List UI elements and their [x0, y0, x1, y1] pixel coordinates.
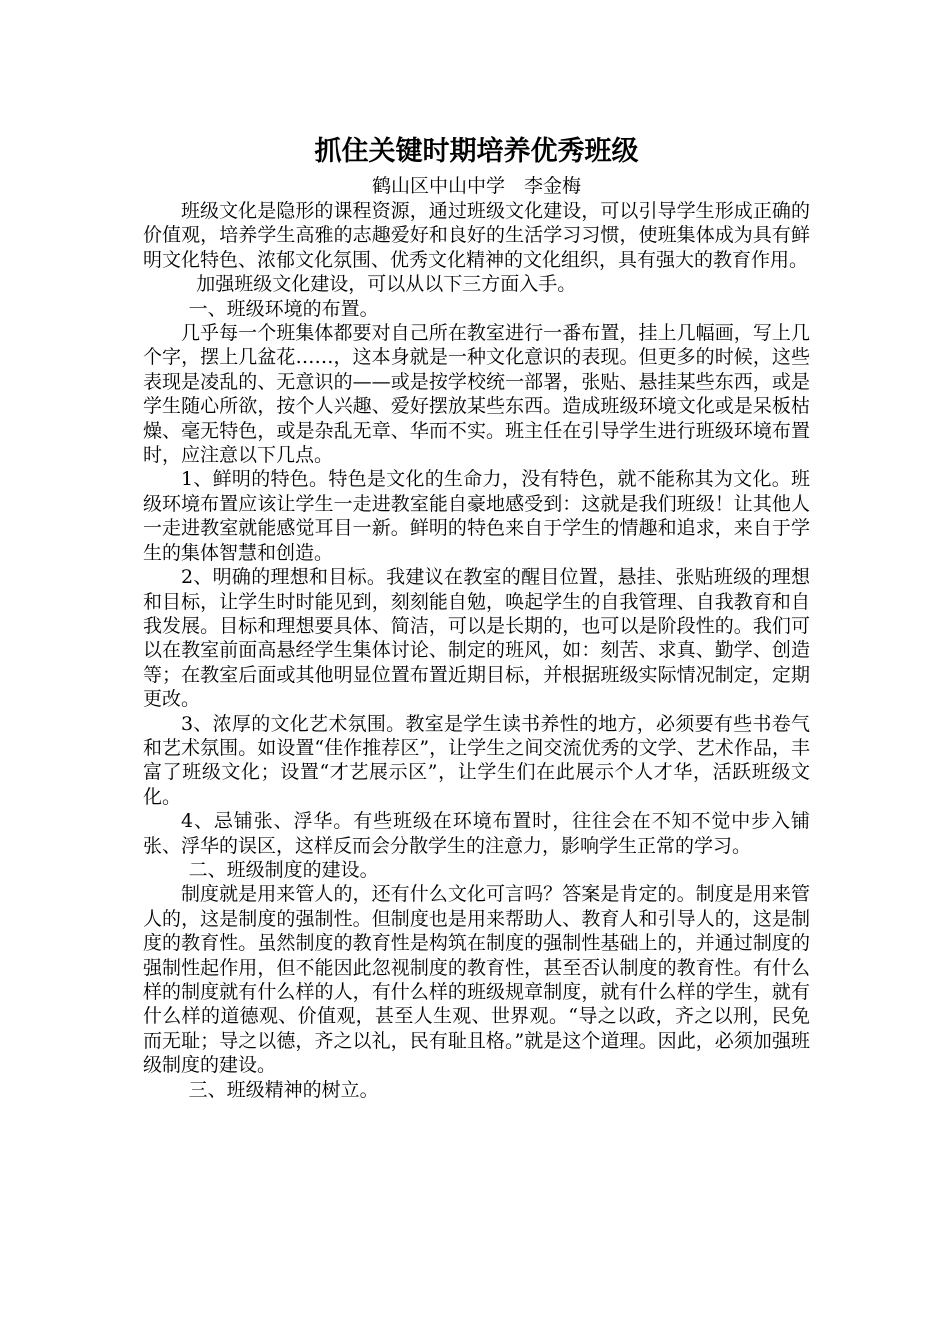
paragraph-system: 制度就是用来管人的，还有什么文化可言吗？答案是肯定的。制度是用来管人的，这是制度的强制性。但制度也是用来帮助人、教育人和引导人的，这是制度的教育性。虽然制度的教育性是构筑在制度的强制性基础上的，并通过制度的强制性起作用，但不能因此忽视制度的教育性，甚至否认制度的教育性。有什么样的制度就有什么样的人，有什么样的班级规章制度，就有什么样的学生，就有什么样的道德观、价值观，甚至人生观、世界观。“导之以政，齐之以刑，民免而无耻；导之以德，齐之以礼，民有耻且格。”就是这个道理。因此，必须加强班级制度的建设。 — [143, 883, 810, 1077]
section-heading-environment: 一、班级环境的布置。 — [188, 297, 379, 320]
paragraph-point-1: 1、鲜明的特色。特色是文化的生命力，没有特色，就不能称其为文化。班级环境布置应该让学生一走进教室能自豪地感受到：这就是我们班级！让其他人一走进教室就能感觉耳目一新。鲜明的特色来自于学生的情趣和追求，来自于学生的集体智慧和创造。 — [143, 468, 810, 564]
paragraph-environment: 几乎每一个班集体都要对自己所在教室进行一番布置，挂上几幅画，写上几个字，摆上几盆花……，这本身就是一种文化意识的表现。但更多的时候，这些表现是凌乱的、无意识的——或是按学校统一部署，张贴、悬挂某些东西，或是学生随心所欲，按个人兴趣、爱好摆放某些东西。造成班级环境文化或是呆板枯燥、毫无特色，或是杂乱无章、华而不实。班主任在引导学生进行班级环境布置时，应注意以下几点。 — [143, 322, 810, 467]
paragraph-point-2: 2、明确的理想和目标。我建议在教室的醒目位置，悬挂、张贴班级的理想和目标，让学生时时能见到，刻刻能自勉，唤起学生的自我管理、自我教育和自我发展。目标和理想要具体、简洁，可以是长期的，也可以是阶段性的。我们可以在教室前面高悬经学生集体讨论、制定的班风，如：刻苦、求真、勤学、创造等；在教室后面或其他明显位置布置近期目标，并根据班级实际情况制定，定期更改。 — [143, 566, 810, 711]
document-page — [143, 130, 810, 1102]
paragraph-intro: 班级文化是隐形的课程资源，通过班级文化建设，可以引导学生形成正确的价值观，培养学生高雅的志趣爱好和良好的生活学习习惯，使班集体成为具有鲜明文化特色、浓郁文化氛围、优秀文化精神的文化组织，具有强大的教育作用。 — [143, 200, 810, 271]
document-title: 抓住关键时期培养优秀班级 — [314, 136, 639, 167]
paragraph-point-4: 4、忌铺张、浮华。有些班级在环境布置时，往往会在不知不觉中步入铺张、浮华的误区，这样反而会分散学生的注意力，影响学生正常的学习。 — [143, 810, 810, 857]
document-author: 鹤山区中山中学 李金梅 — [371, 175, 581, 197]
section-heading-spirit: 三、班级精神的树立。 — [188, 1078, 379, 1101]
section-heading-system: 二、班级制度的建设。 — [188, 858, 379, 881]
paragraph-point-3: 3、浓厚的文化艺术氛围。教室是学生读书养性的地方，必须要有些书卷气和艺术氛围。如设置“佳作推荐区”，让学生之间交流优秀的文学、艺术作品，丰富了班级文化；设置“才艺展示区”，让学生们在此展示个人才华，活跃班级文化。 — [143, 712, 810, 808]
paragraph-three-aspects: 加强班级文化建设，可以从以下三方面入手。 — [196, 273, 577, 296]
